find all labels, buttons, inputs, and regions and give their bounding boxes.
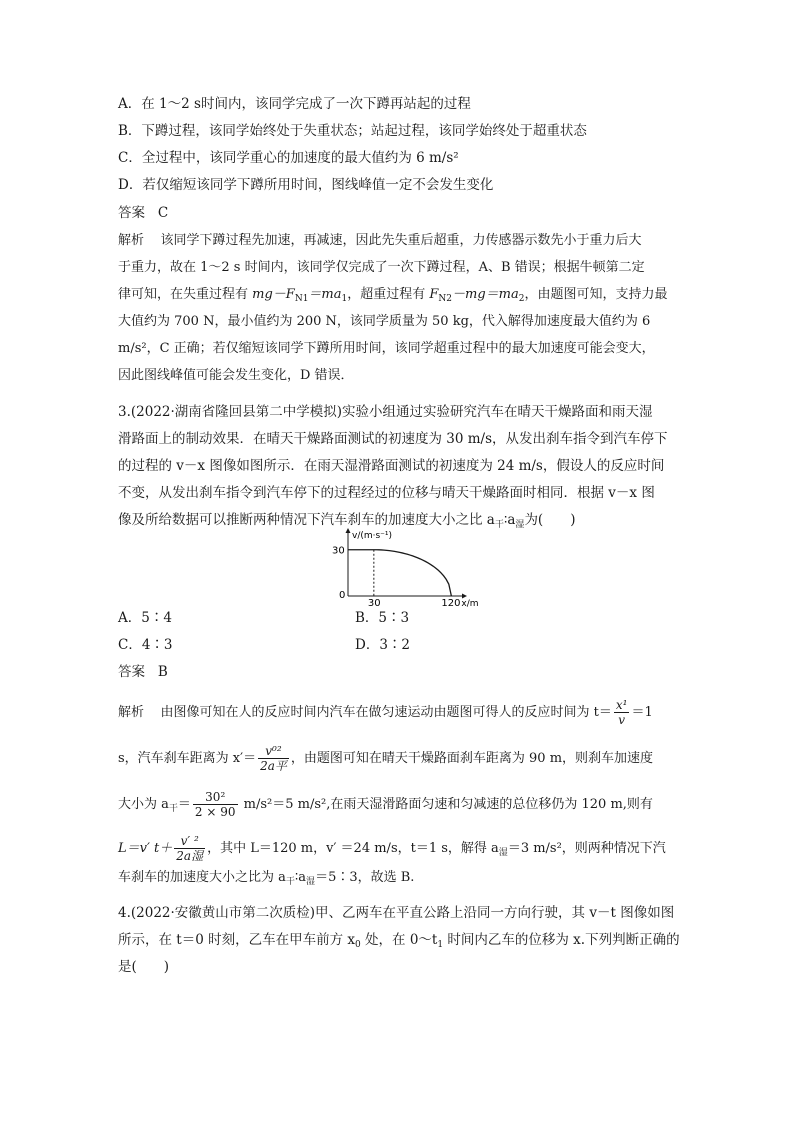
analysis-line-4: 大值约为 700 N，最小值约为 200 N，该同学质量为 50 kg，代入解得加速度最大值约为 6: [118, 314, 651, 329]
answer-label: 答案: [118, 205, 145, 221]
q3-option-b: B．5∶3: [355, 610, 410, 626]
q3-analysis-line-3: 大小为 $a_干=$ $\frac{\text{30²}}{2 \times 90}$ m/s²＝5 m/s²,在雨天湿滑路面匀速和匀减速的总位移仍为 120 m,则有: [118, 790, 653, 819]
analysis-label: 解析: [118, 233, 145, 248]
question-4-line-2: 所示，在 t＝0 时刻，乙车在甲车前方 $x_0$ 处，在 $0\sim t_1$ 时间内乙车的位移为 x.下列判断正确的: [118, 932, 680, 950]
analysis-line-1: 解析 该同学下蹲过程先加速，再减速，因此先失重后超重，力传感器示数先小于重力后大: [118, 233, 642, 248]
analysis-line-3: 律可知，在失重过程有 $mg-F_{N1}=ma_1$，超重过程有 $F_{N2}-mg=ma_2$，由题图可知，支持力最: [118, 287, 668, 304]
analysis-line-5: m/s²，C 正确；若仅缩短该同学下蹲所用时间，该同学超重过程中的最大加速度可能会变大，: [118, 341, 655, 356]
question-3-line-3: 的过程的 v－x 图像如图所示．在雨天湿滑路面测试的初速度为 24 m/s，假设人的反应时间: [118, 458, 665, 474]
velocity-curve: [348, 550, 451, 596]
fraction-wet-distance: $\frac{\text{v′ ²}}{\text{2a湿}}$: [176, 834, 204, 863]
q3-analysis-line-2: s，汽车刹车距离为 x′＝ $\frac{\text{v⁰²}}{\text{2a平}}$ ，由题图可知在晴天干燥路面刹车距离为 90 m，则刹车加速度: [118, 744, 654, 773]
x-axis-label: x/m: [461, 599, 479, 609]
q3-option-c: C．4∶3: [118, 637, 173, 653]
fraction-braking-distance: $\frac{\text{v⁰²}}{\text{2a平}}$: [260, 744, 287, 773]
q3-answer-value: B: [157, 664, 168, 680]
question-3-line-4: 不变，从发出刹车指令到汽车停下的过程经过的位移与晴天干燥路面时相同．根据 v－x 图: [118, 485, 655, 501]
q3-option-a: A．5∶4: [118, 610, 172, 626]
q3-answer-line: [118, 662, 168, 682]
option-d: D．若仅缩短该同学下蹲所用时间，图线峰值一定不会发生变化: [118, 177, 494, 193]
question-3-line-5: 像及所给数据可以推断两种情况下汽车刹车的加速度大小之比 $a_干∶a_湿$为( ): [118, 512, 576, 530]
v-x-chart: [326, 526, 479, 609]
y-axis-label: v/(m·s⁻¹): [352, 531, 393, 541]
question-4-line-1: 4.(2022·安徽黄山市第二次质检)甲、乙两车在平直公路上沿同一方向行驶，其 v－t 图像如图: [118, 905, 675, 921]
question-3-line-1: 3.(2022·湖南省隆回县第二中学模拟)实验小组通过实验研究汽车在晴天干燥路面和雨天湿: [118, 404, 653, 420]
answer-line: [118, 203, 168, 223]
answer-value: C: [157, 205, 169, 221]
option-a: A．在 1～2 s时间内，该同学完成了一次下蹲再站起的过程: [118, 96, 471, 112]
x-axis-arrow-icon: [462, 594, 467, 599]
fraction-reaction-time: $\frac{\text{x¹}}{v}$: [615, 698, 628, 727]
x-tick-label-120: 120: [441, 598, 461, 609]
fraction-dry-acceleration: $\frac{\text{30²}}{2 \times 90}$: [194, 790, 236, 819]
question-3-line-2: 滑路面上的制动效果．在晴天干燥路面测试的初速度为 30 m/s，从发出刹车指令到汽车停下: [118, 431, 668, 447]
y-axis-arrow-icon: [346, 528, 351, 533]
option-c: C．全过程中，该同学重心的加速度的最大值约为 6 m/s²: [118, 150, 459, 166]
x-tick-label-30: 30: [367, 598, 381, 609]
option-b: B．下蹲过程，该同学始终处于失重状态；站起过程，该同学始终处于超重状态: [118, 123, 587, 139]
q3-answer-label: 答案: [118, 664, 145, 680]
q3-analysis-line-1: 解析 由图像可知在人的反应时间内汽车在做匀速运动由题图可得人的反应时间为 t＝ $\frac{\text{x¹}}{v}$ ＝1: [118, 698, 653, 727]
analysis-line-2: 于重力，故在 1～2 s 时间内，该同学仅完成了一次下蹲过程，A、B 错误；根据牛顿第二定: [118, 260, 645, 275]
question-4-line-3: 是( ): [118, 959, 170, 975]
q3-option-d: D．3∶2: [355, 637, 411, 653]
q3-analysis-line-4: L＝v′ t＋ $\frac{\text{v′ ²}}{\text{2a湿}}$ ，其中 L＝120 m，v′ ＝24 m/s，t＝1 s，解得 $a_湿=3$ m/s²，则两种情况下汽: [118, 834, 666, 863]
analysis-line-6: 因此图线峰值可能会发生变化，D 错误．: [118, 368, 354, 383]
origin-label: 0: [339, 590, 346, 601]
q3-analysis-label: 解析: [118, 705, 145, 720]
q3-analysis-line-5: 车刹车的加速度大小之比为 $a_干∶a_湿=5∶3$，故选 B.: [118, 870, 415, 887]
y-tick-label: 30: [332, 545, 345, 557]
